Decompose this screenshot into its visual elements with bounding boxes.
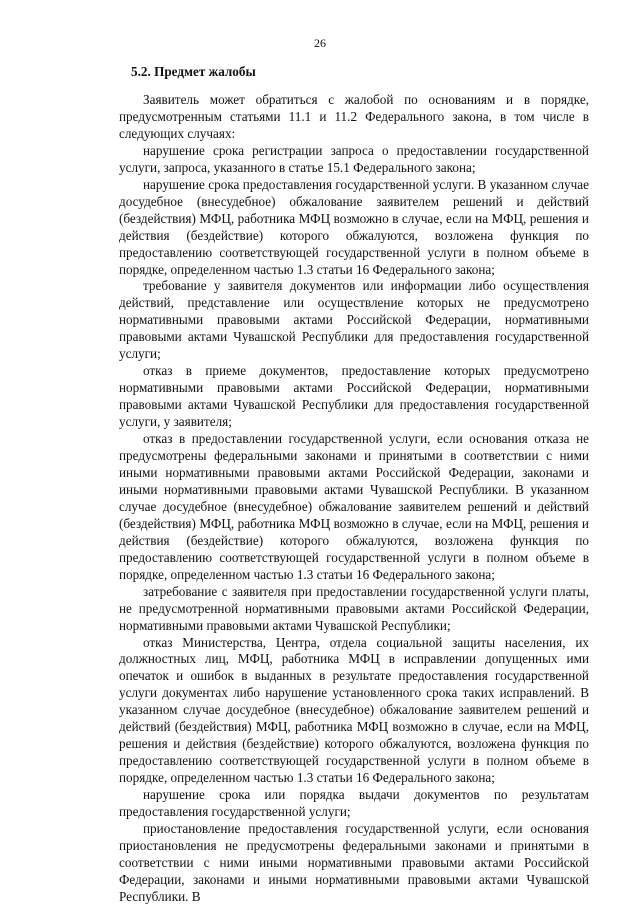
section-heading: 5.2. Предмет жалобы xyxy=(131,64,256,79)
paragraph-suspension: приостановление предоставления государственной услуги, если основания приостановления не предусмотрены федеральными законами и принятыми в соответствии с ними иными нормативными правовыми актами Российской Федерации, законами и иными нормативными правовыми актами Чувашской Республики. В xyxy=(119,820,589,904)
paragraph-registration-deadline: нарушение срока регистрации запроса о предоставлении государственной услуги, запроса, указанного в статье 15.1 Федерального закона; xyxy=(119,142,589,175)
paragraph-document-requirement: требование у заявителя документов или информации либо осуществления действий, представление или осуществление которых не предусмотрено нормативными правовыми актами Российской Федерации, нормативными правовыми актами Чувашской Республики для предоставления государственной услуги; xyxy=(119,278,589,362)
paragraph-correction-refusal: отказ Министерства, Центра, отдела социальной защиты населения, их должностных лиц, МФЦ, работника МФЦ в исправлении допущенных ими опечаток и ошибок в выданных в результате предоставления государственной услуги документах либо нарушение установленного срока таких исправлений. В указанном случае досудебное (внесудебное) обжалование заявителем решений и действий (бездействия) МФЦ, работника МФЦ возможно в случае, если на МФЦ, решения и действия (бездействие) которого обжалуются, возложена функция по предоставлению соответствующей государственной услуги в полном объеме в порядке, определенном частью 1.3 статьи 16 Федерального закона; xyxy=(119,634,589,786)
paragraph-service-refusal: отказ в предоставлении государственной услуги, если основания отказа не предусмотрены федеральными законами и принятыми в соответствии с ними иными нормативными правовыми актами Российской Федерации, законами и иными нормативными правовыми актами Чувашской Республики. В указанном случае досудебное (внесудебное) обжалование заявителем решений и действий (бездействия) МФЦ, работника МФЦ возможно в случае, если на МФЦ, решения и действия (бездействие) которого обжалуются, возложена функция по предоставлению соответствующей государственной услуги в полном объеме в порядке, определенном частью 1.3 статьи 16 Федерального закона; xyxy=(119,431,589,582)
document-body xyxy=(119,92,589,906)
paragraph-fee-demand: затребование с заявителя при предоставлении государственной услуги платы, не предусмотренной нормативными правовыми актами Российской Федерации, нормативными правовыми актами Чувашской Республики; xyxy=(119,583,589,633)
page-number: 26 xyxy=(314,36,326,50)
paragraph-issuance-violation: нарушение срока или порядка выдачи документов по результатам предоставления государственной услуги; xyxy=(119,787,589,820)
paragraph-service-deadline: нарушение срока предоставления государственной услуги. В указанном случае досудебное (внесудебное) обжалование заявителем решений и действий (бездействия) МФЦ, работника МФЦ возможно в случае, если на МФЦ, решения и действия (бездействие) которого обжалуются, возложена функция по предоставлению соответствующей государственной услуги в полном объеме в порядке, определенном частью 1.3 статьи 16 Федерального закона; xyxy=(119,176,589,277)
paragraph-acceptance-refusal: отказ в приеме документов, предоставление которых предусмотрено нормативными правовыми актами Российской Федерации, нормативными правовыми актами Чувашской Республики для предоставления государственной услуги, у заявителя; xyxy=(119,363,589,430)
paragraph-intro: Заявитель может обратиться с жалобой по основаниям и в порядке, предусмотренным статьями 11.1 и 11.2 Федерального закона, в том числе в следующих случаях: xyxy=(119,92,589,141)
